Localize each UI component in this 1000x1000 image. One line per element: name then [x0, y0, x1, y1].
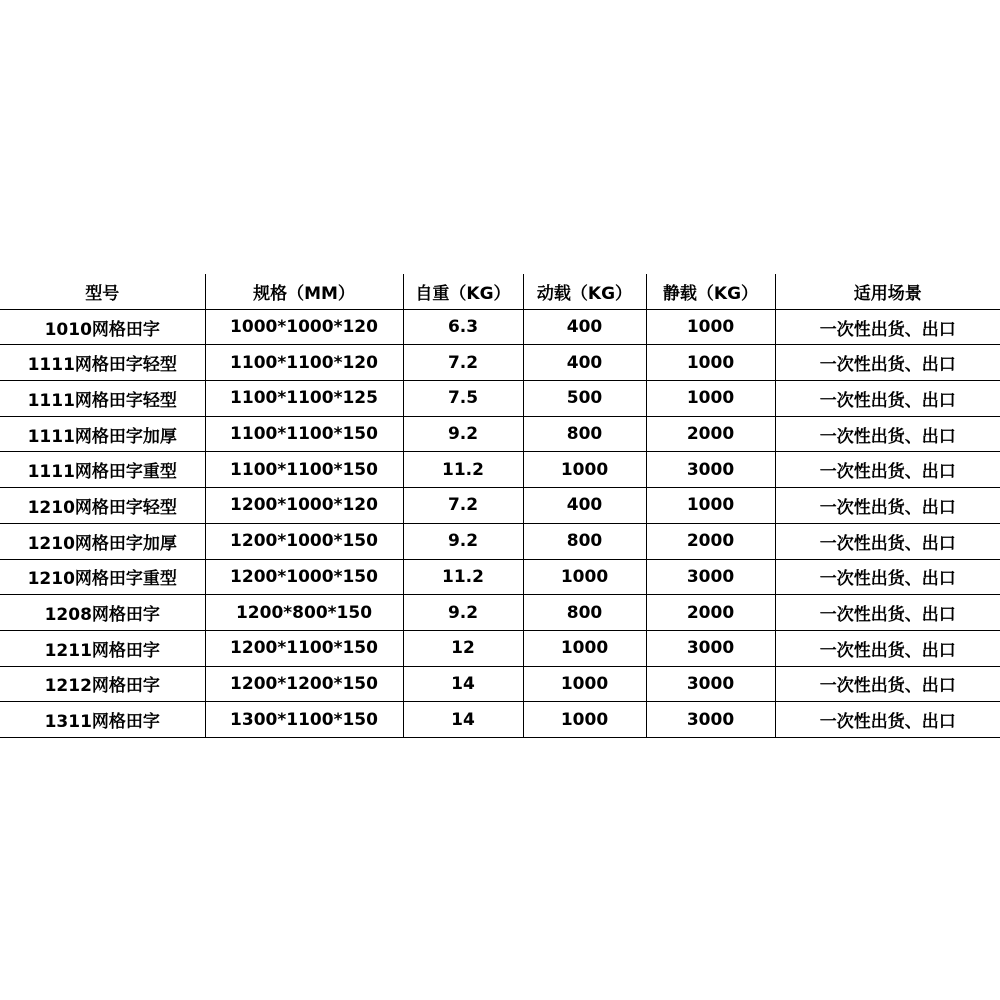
- dynamic-load-cell: 800: [523, 416, 646, 452]
- dynamic-load-cell: 400: [523, 345, 646, 381]
- table-row: [0, 666, 1000, 702]
- self-weight-cell: 9.2: [403, 523, 523, 559]
- model-cell: 1111网格田字轻型: [0, 381, 205, 417]
- scenario-cell: 一次性出货、出口: [775, 345, 1000, 381]
- self-weight-cell: 7.2: [403, 345, 523, 381]
- static-load-cell: 2000: [646, 523, 775, 559]
- static-load-cell: 3000: [646, 666, 775, 702]
- model-cell: 1211网格田字: [0, 630, 205, 666]
- model-cell: 1208网格田字: [0, 595, 205, 631]
- dynamic-load-cell: 800: [523, 523, 646, 559]
- self-weight-cell: 9.2: [403, 416, 523, 452]
- static-load-cell: 3000: [646, 702, 775, 738]
- self-weight-cell: 12: [403, 630, 523, 666]
- scenario-cell: 一次性出货、出口: [775, 416, 1000, 452]
- scenario-cell: 一次性出货、出口: [775, 702, 1000, 738]
- model-cell: 1111网格田字轻型: [0, 345, 205, 381]
- scenario-cell: 一次性出货、出口: [775, 309, 1000, 345]
- header-dynamic-load: 动载（KG）: [523, 274, 646, 309]
- table-row: [0, 416, 1000, 452]
- spec-cell: 1200*1200*150: [205, 666, 403, 702]
- scenario-cell: 一次性出货、出口: [775, 666, 1000, 702]
- static-load-cell: 1000: [646, 345, 775, 381]
- self-weight-cell: 11.2: [403, 559, 523, 595]
- scenario-cell: 一次性出货、出口: [775, 452, 1000, 488]
- static-load-cell: 1000: [646, 309, 775, 345]
- dynamic-load-cell: 1000: [523, 452, 646, 488]
- static-load-cell: 3000: [646, 452, 775, 488]
- static-load-cell: 2000: [646, 595, 775, 631]
- self-weight-cell: 11.2: [403, 452, 523, 488]
- static-load-cell: 3000: [646, 630, 775, 666]
- table-row: [0, 595, 1000, 631]
- scenario-cell: 一次性出货、出口: [775, 523, 1000, 559]
- model-cell: 1010网格田字: [0, 309, 205, 345]
- spec-cell: 1100*1100*150: [205, 416, 403, 452]
- self-weight-cell: 14: [403, 702, 523, 738]
- pallet-spec-table: [0, 274, 1000, 738]
- model-cell: 1210网格田字加厚: [0, 523, 205, 559]
- dynamic-load-cell: 1000: [523, 559, 646, 595]
- static-load-cell: 3000: [646, 559, 775, 595]
- model-cell: 1111网格田字重型: [0, 452, 205, 488]
- table-row: [0, 630, 1000, 666]
- header-static-load: 静载（KG）: [646, 274, 775, 309]
- spec-cell: 1200*1000*120: [205, 488, 403, 524]
- table-row: [0, 559, 1000, 595]
- table-row: [0, 702, 1000, 738]
- dynamic-load-cell: 1000: [523, 630, 646, 666]
- table-row: [0, 309, 1000, 345]
- scenario-cell: 一次性出货、出口: [775, 488, 1000, 524]
- model-cell: 1210网格田字重型: [0, 559, 205, 595]
- self-weight-cell: 7.5: [403, 381, 523, 417]
- self-weight-cell: 6.3: [403, 309, 523, 345]
- self-weight-cell: 7.2: [403, 488, 523, 524]
- spec-cell: 1100*1100*150: [205, 452, 403, 488]
- static-load-cell: 2000: [646, 416, 775, 452]
- spec-cell: 1100*1100*125: [205, 381, 403, 417]
- spec-cell: 1200*800*150: [205, 595, 403, 631]
- header-row: [0, 274, 1000, 309]
- model-cell: 1111网格田字加厚: [0, 416, 205, 452]
- header-spec: 规格（MM）: [205, 274, 403, 309]
- spec-cell: 1200*1100*150: [205, 630, 403, 666]
- spec-cell: 1300*1100*150: [205, 702, 403, 738]
- scenario-cell: 一次性出货、出口: [775, 381, 1000, 417]
- static-load-cell: 1000: [646, 488, 775, 524]
- spec-cell: 1200*1000*150: [205, 559, 403, 595]
- scenario-cell: 一次性出货、出口: [775, 595, 1000, 631]
- scenario-cell: 一次性出货、出口: [775, 559, 1000, 595]
- dynamic-load-cell: 400: [523, 488, 646, 524]
- model-cell: 1311网格田字: [0, 702, 205, 738]
- spec-cell: 1200*1000*150: [205, 523, 403, 559]
- spec-cell: 1000*1000*120: [205, 309, 403, 345]
- dynamic-load-cell: 800: [523, 595, 646, 631]
- table-row: [0, 452, 1000, 488]
- model-cell: 1210网格田字轻型: [0, 488, 205, 524]
- table-body: [0, 309, 1000, 737]
- table-row: [0, 523, 1000, 559]
- table-row: [0, 345, 1000, 381]
- table-row: [0, 488, 1000, 524]
- table-header: [0, 274, 1000, 309]
- header-model: 型号: [0, 274, 205, 309]
- table-row: [0, 381, 1000, 417]
- static-load-cell: 1000: [646, 381, 775, 417]
- dynamic-load-cell: 1000: [523, 702, 646, 738]
- self-weight-cell: 9.2: [403, 595, 523, 631]
- model-cell: 1212网格田字: [0, 666, 205, 702]
- self-weight-cell: 14: [403, 666, 523, 702]
- dynamic-load-cell: 1000: [523, 666, 646, 702]
- spec-cell: 1100*1100*120: [205, 345, 403, 381]
- scenario-cell: 一次性出货、出口: [775, 630, 1000, 666]
- header-self-weight: 自重（KG）: [403, 274, 523, 309]
- header-scenario: 适用场景: [775, 274, 1000, 309]
- dynamic-load-cell: 500: [523, 381, 646, 417]
- dynamic-load-cell: 400: [523, 309, 646, 345]
